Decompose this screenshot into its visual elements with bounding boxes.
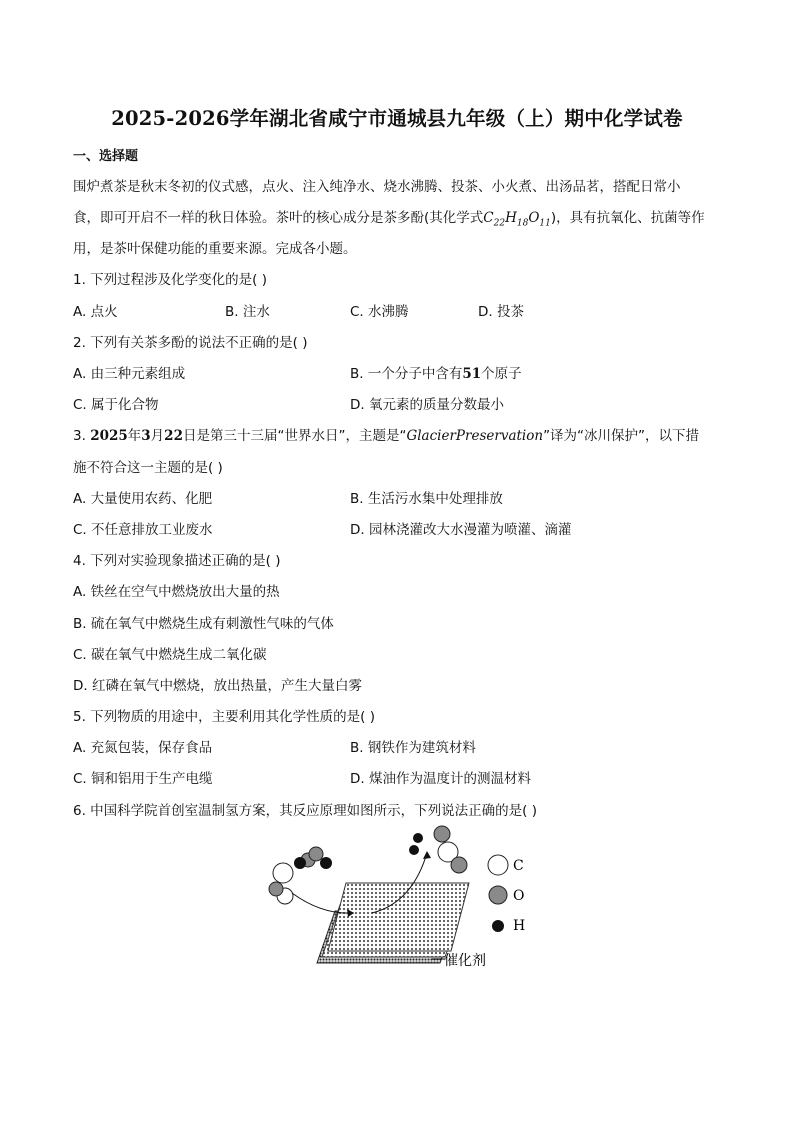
reactant-molecules — [269, 847, 332, 904]
oxygen-atom — [309, 847, 323, 861]
question-5-option-c[interactable]: C. 铜和铝用于生产电缆 — [73, 771, 213, 787]
question-1-option-c[interactable]: C. 水沸腾 — [350, 304, 409, 320]
intro-line-2-text-b: )，具有抗氧化、抗菌等作 — [550, 210, 705, 226]
legend-hydrogen-label: H — [513, 918, 526, 934]
legend — [488, 855, 525, 934]
intro-line-2 — [73, 206, 705, 229]
question-3-stem-text-b: ”译为“冰川保护”，以下措 — [543, 428, 700, 444]
exam-title: 2025-2026学年湖北省咸宁市通城县九年级（上）期中化学试卷 — [111, 107, 683, 130]
question-5-stem: 5. 下列物质的用途中，主要利用其化学性质的是( ) — [73, 709, 375, 725]
question-1-stem: 1. 下列过程涉及化学变化的是( ) — [73, 272, 267, 288]
catalyst-label: 催化剂 — [444, 953, 486, 969]
question-2-option-c[interactable]: C. 属于化合物 — [73, 397, 159, 413]
oxygen-atom — [434, 826, 450, 842]
carbon-atom — [273, 863, 293, 883]
legend-carbon-swatch — [488, 855, 508, 875]
hydrogen-atom — [413, 833, 423, 843]
question-3-stem — [73, 424, 699, 444]
question-4-option-c[interactable]: C. 碳在氧气中燃烧生成二氧化碳 — [73, 647, 267, 663]
question-3-year-unit: 年 — [127, 428, 142, 444]
question-3-year: 2025 — [90, 428, 128, 444]
formula-o-sub: 11 — [539, 218, 551, 229]
question-3-option-d[interactable]: D. 园林浇灌改大水漫灌为喷灌、滴灌 — [350, 522, 572, 538]
hydrogen-atom — [320, 857, 332, 869]
question-2-option-b-suffix: 个原子 — [481, 366, 522, 382]
intro-line-3: 用，是茶叶保健功能的重要来源。完成各小题。 — [73, 241, 357, 257]
oxygen-atom — [269, 882, 283, 896]
question-4-option-d[interactable]: D. 红磷在氧气中燃烧，放出热量，产生大量白雾 — [73, 678, 362, 694]
question-3-month: 3 — [141, 428, 151, 444]
question-5-option-b[interactable]: B. 钢铁作为建筑材料 — [350, 740, 476, 756]
section-heading: 一、选择题 — [73, 149, 139, 164]
hydrogen-atom — [409, 845, 419, 855]
question-4-stem: 4. 下列对实验现象描述正确的是( ) — [73, 553, 281, 569]
question-3-stem-line-2: 施不符合这一主题的是( ) — [73, 460, 223, 476]
question-4-option-b[interactable]: B. 硫在氧气中燃烧生成有刺激性气味的气体 — [73, 616, 334, 632]
formula-o: O — [528, 210, 540, 226]
product-molecules — [409, 826, 467, 873]
question-1-option-a[interactable]: A. 点火 — [73, 304, 118, 320]
oxygen-atom — [451, 857, 467, 873]
question-3-option-b[interactable]: B. 生活污水集中处理排放 — [350, 491, 503, 507]
formula-c-sub: 22 — [493, 218, 506, 229]
question-3-theme-english: GlacierPreservation — [406, 428, 544, 444]
question-3-number: 3. — [73, 428, 86, 444]
arrow-head-out — [423, 851, 431, 859]
question-2-option-b[interactable] — [350, 362, 522, 382]
intro-line-2-text-a: 食，即可开启不一样的秋日体验。茶叶的核心成分是茶多酚(其化学式 — [73, 210, 484, 226]
question-2-option-b-number: 51 — [462, 366, 482, 382]
question-3-stem-text-a: 日是第三十三届“世界水日”，主题是“ — [182, 428, 407, 444]
question-2-option-a[interactable]: A. 由三种元素组成 — [73, 366, 186, 382]
intro-line-1: 围炉煮茶是秋末冬初的仪式感，点火、注入纯净水、烧水沸腾、投茶、小火煮、出汤品茗，搭配日常小 — [73, 179, 681, 195]
formula-h: H — [505, 210, 517, 226]
legend-carbon-label: C — [513, 858, 524, 874]
question-6-stem: 6. 中国科学院首创室温制氢方案，其反应原理如图所示，下列说法正确的是( ) — [73, 803, 537, 819]
formula-c: C — [483, 210, 494, 226]
question-3-month-unit: 月 — [150, 428, 165, 444]
question-3-option-c[interactable]: C. 不任意排放工业废水 — [73, 522, 213, 538]
formula-h-sub: 18 — [516, 218, 529, 229]
question-1-option-d[interactable]: D. 投茶 — [478, 304, 524, 320]
question-2-stem: 2. 下列有关茶多酚的说法不正确的是( ) — [73, 335, 308, 351]
question-5-option-a[interactable]: A. 充氮包装，保存食品 — [73, 740, 213, 756]
catalyst-plate-front — [328, 883, 469, 951]
reaction-diagram — [262, 823, 542, 973]
question-2-option-d[interactable]: D. 氧元素的质量分数最小 — [350, 397, 504, 413]
legend-oxygen-label: O — [513, 888, 525, 904]
chemical-formula — [483, 210, 551, 229]
question-4-option-a[interactable]: A. 铁丝在空气中燃烧放出大量的热 — [73, 584, 280, 600]
question-2-option-b-text: B. 一个分子中含有 — [350, 366, 463, 382]
legend-oxygen-swatch — [489, 886, 507, 904]
question-5-option-d[interactable]: D. 煤油作为温度计的测温材料 — [350, 771, 531, 787]
legend-hydrogen-swatch — [492, 920, 504, 932]
hydrogen-atom — [294, 857, 306, 869]
question-1-option-b[interactable]: B. 注水 — [225, 304, 270, 320]
question-3-day: 22 — [164, 428, 183, 444]
question-3-option-a[interactable]: A. 大量使用农药、化肥 — [73, 491, 213, 507]
